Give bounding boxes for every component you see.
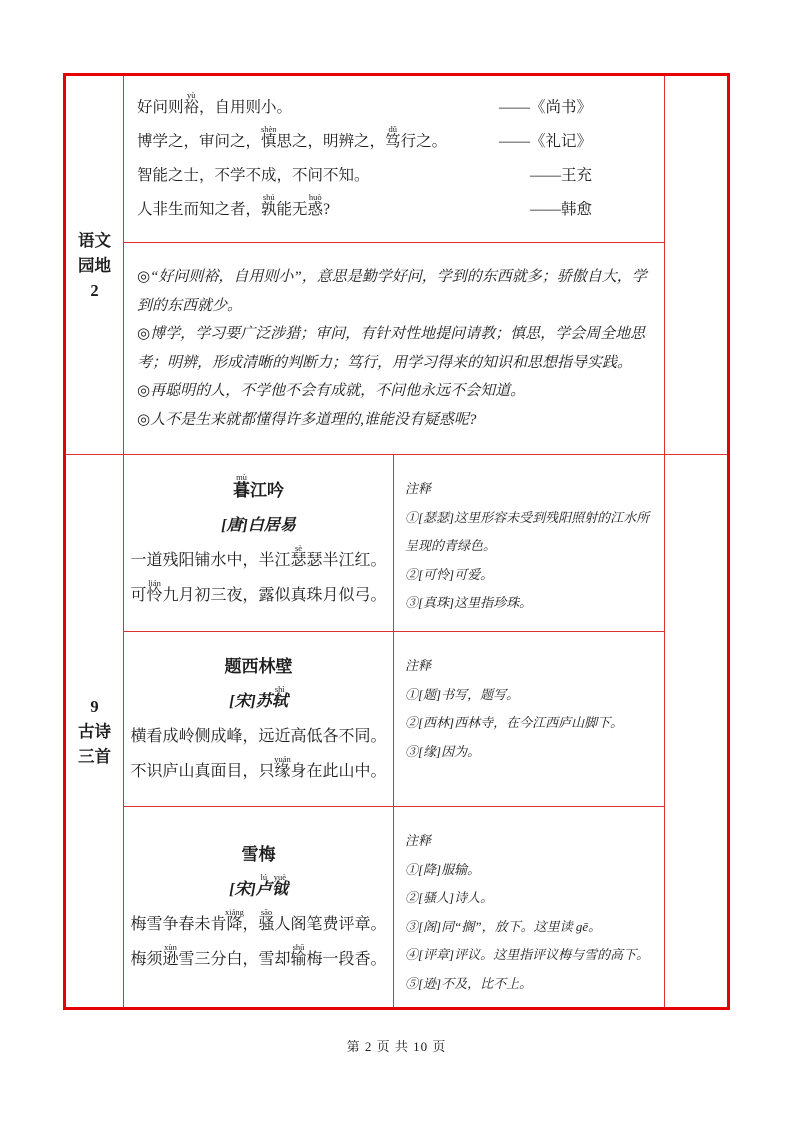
pinyin-annotated-char: 输 shū	[290, 942, 307, 968]
pinyin-annotated-char: 轼 shì	[271, 684, 288, 710]
quote-source: ——《礼记》	[498, 133, 592, 150]
unit2-label-line: 园地	[78, 255, 111, 275]
annotation-item: ②[西林]西林寺，在今江西庐山脚下。	[405, 715, 624, 730]
annotation-item: ③[真珠]这里指珍珠。	[405, 595, 533, 610]
pinyin-label: lú	[260, 872, 268, 883]
annotation-header: 注释	[405, 481, 432, 496]
poem-row-xuemei	[124, 807, 664, 1007]
pinyin-annotated-char: 怜 lián	[146, 578, 163, 604]
pinyin-annotated-char: 暮 mù	[233, 472, 250, 500]
poem-line: 可怜 lián 九月初三夜，露似真珠月似弓。	[130, 578, 387, 604]
lesson9-label	[66, 455, 124, 1007]
poem-title: 雪梅	[241, 845, 276, 864]
pinyin-annotated-char: 骚 sāo	[258, 907, 275, 933]
poem-row-mujiangyin	[124, 455, 664, 632]
pinyin-label: sè	[294, 543, 303, 554]
pinyin-annotated-char: 慎 shèn	[260, 124, 277, 150]
lesson9-label-line: 三首	[78, 746, 111, 766]
quote-text: 智能之士，不学不成，不问不知。	[137, 167, 370, 184]
annotation-list	[405, 504, 661, 618]
quote-source: ——《尚书》	[498, 99, 592, 116]
poem-card	[124, 807, 394, 1007]
annotation-item: ②[可怜]可爱。	[405, 566, 494, 582]
unit2-label-line: 语文	[78, 230, 111, 250]
poem-title: 暮 mù 江吟	[233, 472, 284, 500]
quote-row	[137, 125, 592, 159]
pinyin-label: lián	[148, 578, 161, 589]
lesson9-label-line: 古诗	[78, 721, 111, 741]
poems-content	[124, 455, 665, 1007]
poem-line: 梅雪争春未肯降 xiáng ，骚 sāo 人阁笔费评章。	[130, 907, 387, 933]
note-line: ◎博学，学习要广泛涉猎；审问，有针对性地提问请教；慎思，学会周全地思考；明辨，形成清晰的判断力；笃行，用学习得来的知识和思想指导实践。	[137, 326, 646, 371]
quote-source: ——韩愈	[529, 201, 592, 218]
poem-author: [宋]卢 lú 钺 yuè	[229, 872, 288, 898]
pinyin-label: mù	[236, 472, 247, 483]
pinyin-label: xùn	[164, 942, 177, 953]
annotation-header: 注释	[405, 833, 432, 848]
quote-source: ——王充	[529, 167, 592, 184]
annotation-item: ④[评章]评议。这里指评议梅与雪的高下。	[405, 947, 650, 962]
pinyin-annotated-char: 瑟 sè	[290, 543, 307, 569]
pinyin-annotated-char: 缘 yuán	[274, 754, 291, 780]
pinyin-label: shèn	[260, 124, 277, 135]
poem-line: 不识庐山真面目，只缘 yuán 身在此山中。	[130, 754, 387, 780]
pinyin-label: shū	[292, 942, 305, 953]
annotation-item: ③[缘]因为。	[405, 743, 481, 759]
poem-card	[124, 632, 394, 806]
pinyin-label: shì	[274, 684, 285, 695]
annotation-list	[405, 856, 661, 999]
quote-row	[137, 159, 592, 193]
annotation-header: 注释	[405, 658, 432, 673]
document-table	[63, 73, 730, 1010]
annotation-panel	[394, 807, 664, 1007]
poem-line: 一道残阳铺水中，半江瑟 sè 瑟半江红。	[130, 543, 387, 569]
note-line: ◎再聪明的人，不学他不会有成就，不问他永远不会知道。	[137, 383, 526, 399]
empty-column-top	[665, 76, 727, 455]
quote-text: 好问则裕 yù ，自用则小。	[137, 90, 293, 116]
poem-row-tixilinbi	[124, 632, 664, 807]
poem-card	[124, 455, 394, 631]
pinyin-annotated-char: 惑 huò	[307, 192, 324, 218]
quote-row	[137, 91, 592, 125]
annotation-item: ①[降]服输。	[405, 861, 481, 877]
notes-cell	[124, 243, 664, 454]
pinyin-label: yuán	[274, 754, 291, 765]
pinyin-annotated-char: 钺 yuè	[271, 872, 288, 898]
annotation-item: ②[骚人]诗人。	[405, 890, 494, 905]
annotation-panel	[394, 632, 664, 806]
annotation-item: ①[瑟瑟]这里形容未受到残阳照射的江水所呈现的青绿色。	[405, 509, 650, 553]
page-footer: 第 2 页 共 10 页	[346, 1039, 447, 1054]
note-line: ◎“好问则裕，自用则小”，意思是勤学好问，学到的东西就多；骄傲自大，学到的东西就少。	[137, 269, 647, 314]
pinyin-label: yuè	[273, 872, 286, 883]
pinyin-annotated-char: 笃 dǔ	[385, 124, 401, 150]
empty-column-bottom	[665, 455, 727, 1007]
quotes-cell	[124, 76, 664, 243]
annotation-item: ①[题]书写，题写。	[405, 686, 520, 702]
poem-line: 梅须逊 xùn 雪三分白，雪却输 shū 梅一段香。	[130, 942, 387, 968]
pinyin-label: huò	[308, 192, 322, 203]
note-line: ◎人不是生来就都懂得许多道理的,谁能没有疑惑呢?	[137, 411, 477, 428]
pinyin-label: sāo	[260, 907, 273, 918]
pinyin-annotated-char: 裕 yù	[183, 90, 200, 116]
pinyin-annotated-char: 卢 lú	[255, 872, 272, 898]
pinyin-annotated-char: 逊 xùn	[162, 942, 179, 968]
poem-author: [宋]苏轼 shì	[229, 684, 288, 710]
poem-title: 题西林壁	[224, 657, 293, 676]
lesson9-label-line: 9	[90, 696, 99, 716]
pinyin-label: dǔ	[388, 124, 398, 135]
unit2-label	[66, 76, 124, 455]
quote-text: 人非生而知之者，孰 shú 能无惑 huò ?	[137, 192, 330, 218]
unit2-label-line: 2	[90, 280, 99, 300]
annotation-item: ③[阁]同“搁”，放下。这里读 gē。	[405, 918, 602, 934]
pinyin-label: xiáng	[225, 907, 244, 918]
quote-text: 博学之，审问之，慎 shèn 思之，明辨之，笃 dǔ 行之。	[137, 124, 448, 150]
annotation-item: ⑤[逊]不及，比不上。	[405, 975, 533, 991]
pinyin-annotated-char: 降 xiáng	[225, 907, 244, 933]
poem-line: 横看成岭侧成峰，远近高低各不同。	[130, 728, 387, 745]
unit2-content	[124, 76, 665, 455]
annotation-list	[405, 681, 661, 767]
pinyin-annotated-char: 孰 shú	[261, 192, 277, 218]
pinyin-label: yù	[187, 90, 196, 101]
pinyin-label: shú	[262, 192, 275, 203]
annotation-panel	[394, 455, 664, 631]
poem-author: [唐]白居易	[221, 517, 296, 534]
quote-row	[137, 193, 592, 227]
